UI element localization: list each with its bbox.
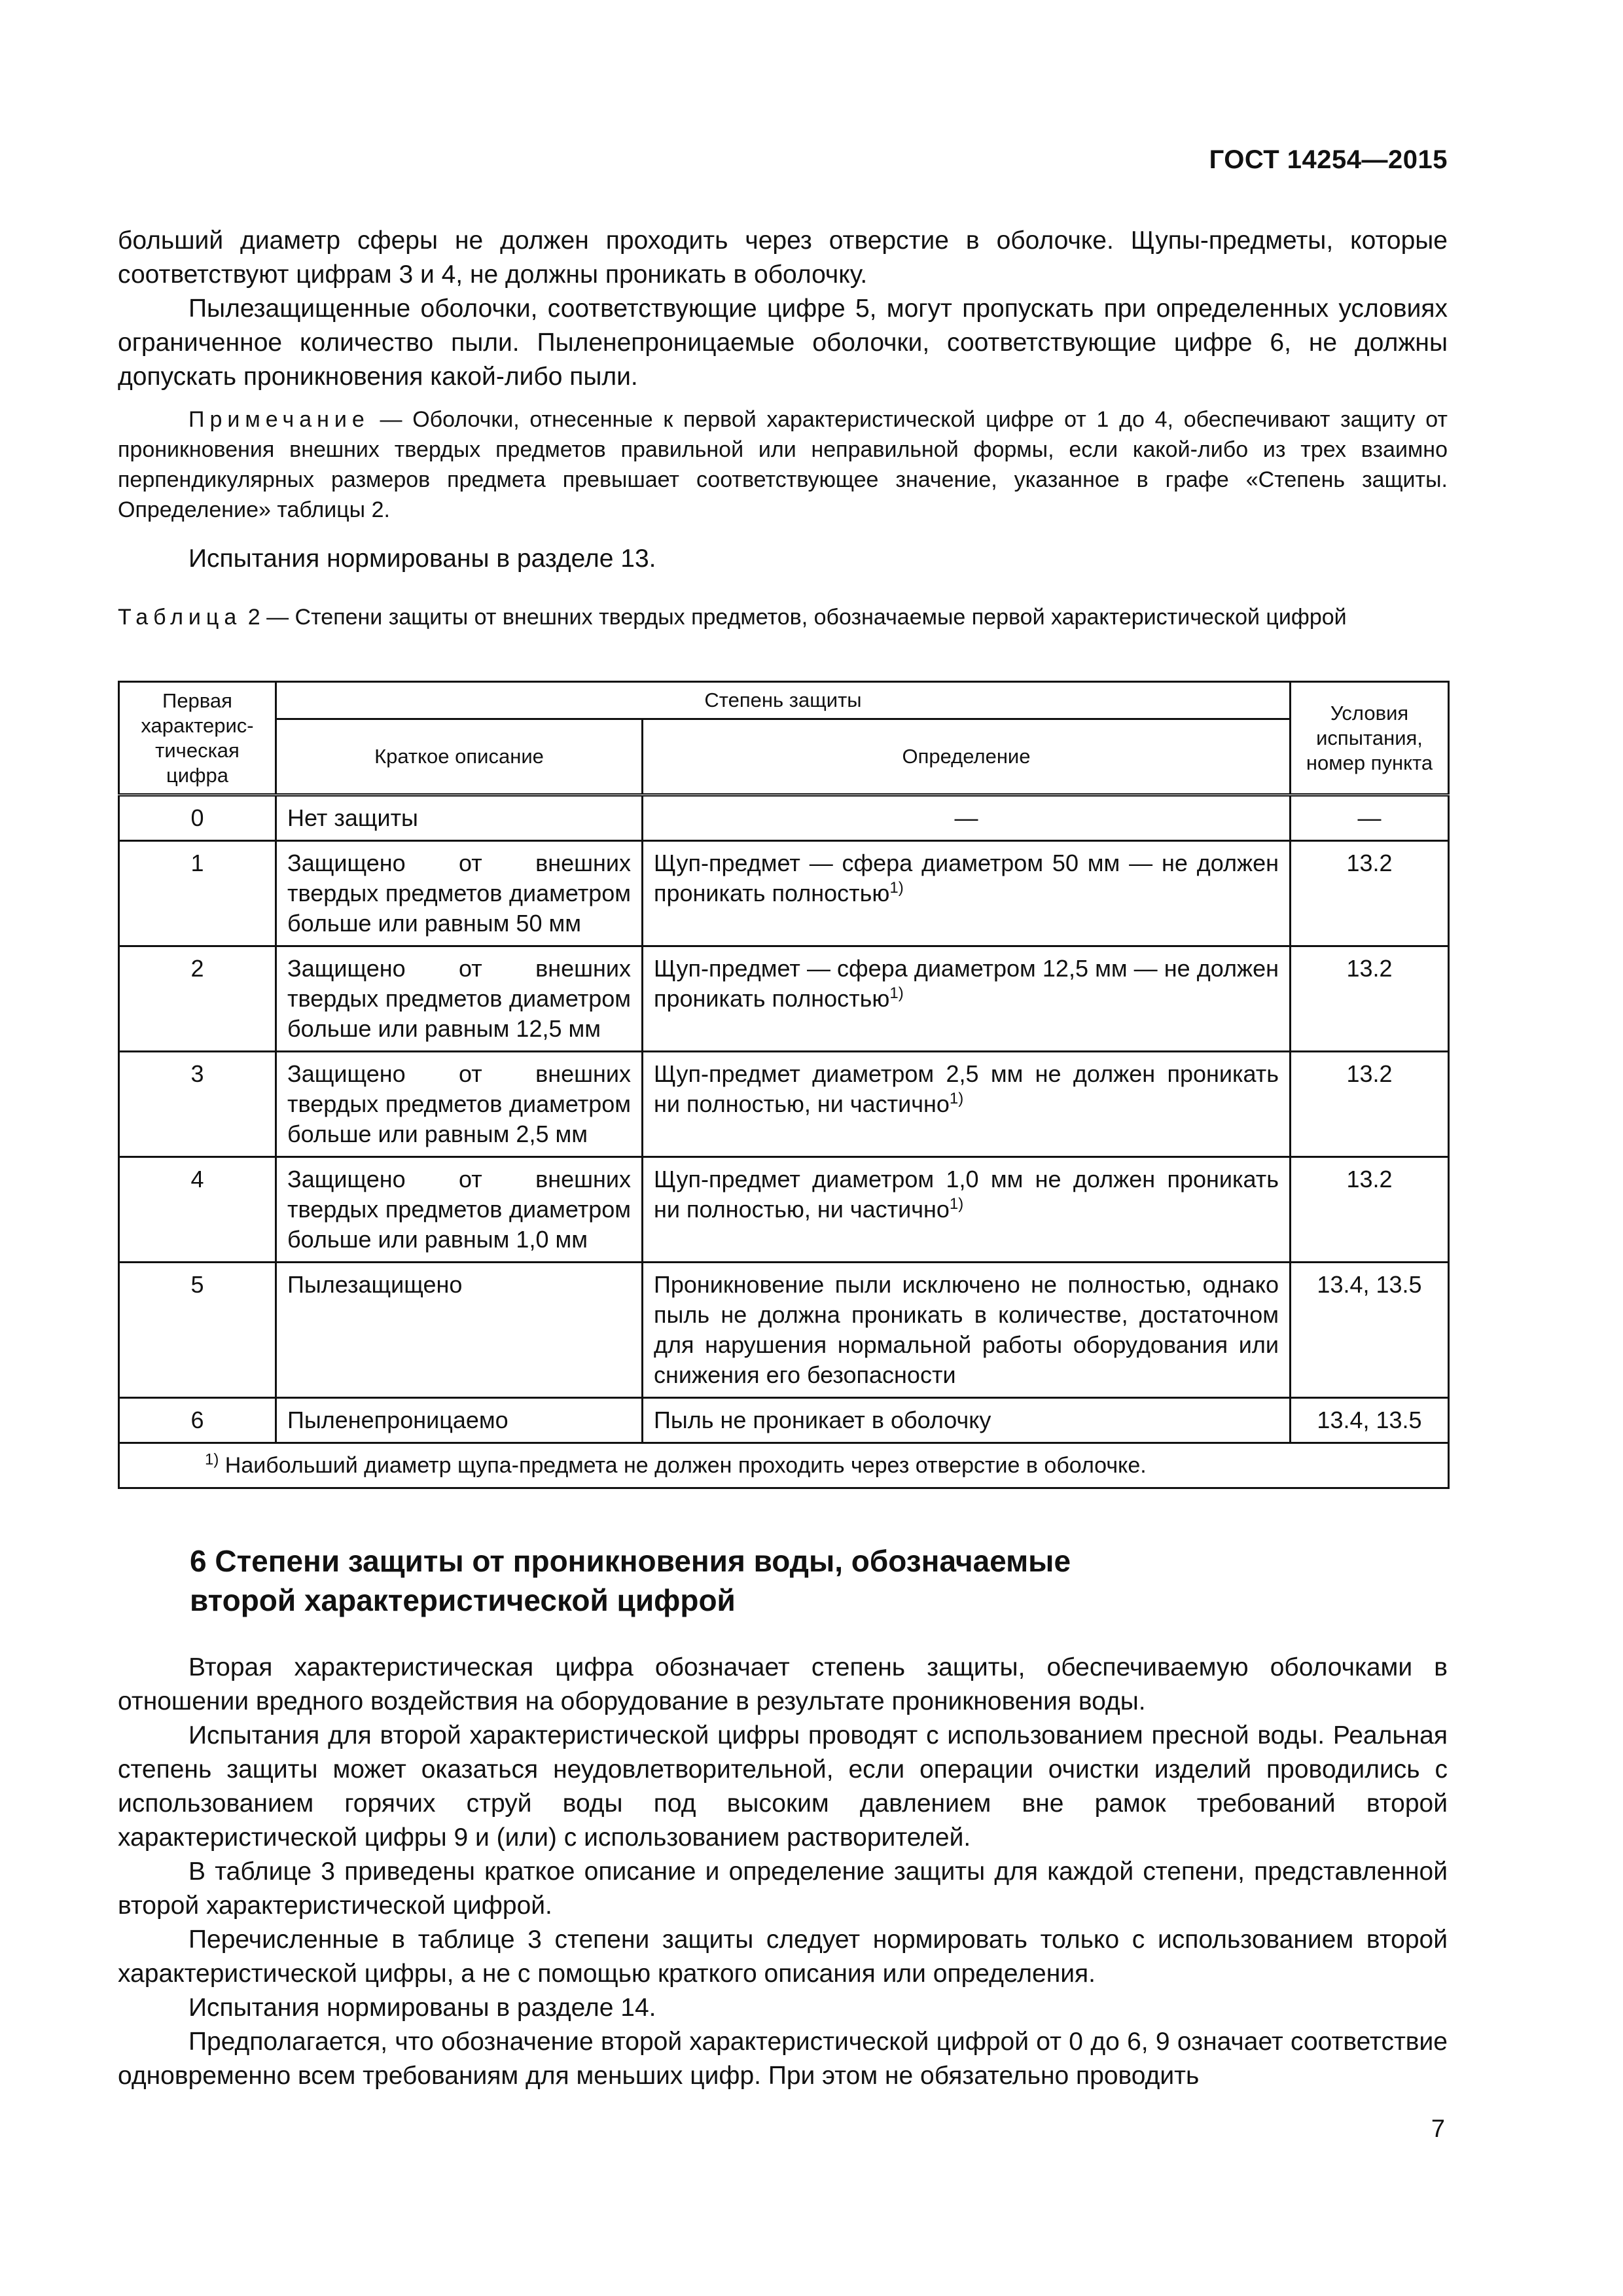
paragraph: Предполагается, что обозначение второй характеристической цифрой от 0 до 6, 9 означает соответствие одновременно всем требованиям для меньших цифр. При этом не обязательно проводить [118, 2028, 1448, 2090]
cell-definition: Проникновение пыли исключено не полностью, однако пыль не должна проникать в количестве, достаточном для нарушения нормальной работы оборудования или снижения его безопасности [643, 1263, 1291, 1398]
table-row [119, 946, 1449, 1052]
table-footnote-row [119, 1443, 1449, 1488]
cell-test: — [1291, 795, 1449, 841]
document-id-header: ГОСТ 14254—2015 [1209, 145, 1448, 174]
table-row [119, 795, 1449, 841]
footnote-ref: 1) [889, 984, 904, 1002]
table-row [119, 1398, 1449, 1443]
cell-digit: 1 [119, 841, 276, 946]
col-header-short: Краткое описание [276, 719, 643, 795]
protection-degrees-table [118, 681, 1450, 1489]
col-header-test: Условия испытания, номер пункта [1291, 682, 1449, 795]
intro-text [118, 224, 1448, 394]
cell-definition: Щуп-предмет диаметром 2,5 мм не должен проникать ни полностью, ни частично$^{1)}$ [643, 1052, 1291, 1157]
cell-digit: 0 [119, 795, 276, 841]
col-header-digit: Первая характерис-тическая цифра [119, 682, 276, 795]
note-label: Примечание [188, 407, 370, 432]
cell-digit: 5 [119, 1263, 276, 1398]
cell-definition: Пыль не проникает в оболочку [643, 1398, 1291, 1443]
table-row [119, 1263, 1449, 1398]
table-row [119, 1157, 1449, 1263]
cell-definition: — [643, 795, 1291, 841]
cell-definition: Щуп-предмет — сфера диаметром 12,5 мм — не должен проникать полностью$^{1)}$ [643, 946, 1291, 1052]
cell-test: 13.4, 13.5 [1291, 1398, 1449, 1443]
paragraph: Перечисленные в таблице 3 степени защиты следует нормировать только с использованием второй характеристической цифры, а не с помощью краткого описания или определения. [118, 1926, 1448, 1988]
cell-digit: 2 [119, 946, 276, 1052]
paragraph: Испытания нормированы в разделе 13. [188, 545, 656, 573]
cell-digit: 4 [119, 1157, 276, 1263]
table-caption-text: 2 — Степени защиты от внешних твердых предметов, обозначаемые первой характеристической цифрой [241, 605, 1347, 630]
cell-short: Пыленепроницаемо [276, 1398, 643, 1443]
paragraph: Вторая характеристическая цифра обозначает степень защиты, обеспечиваемую оболочками в отношении вредного воздействия на оборудование в результате проникновения воды. [118, 1653, 1448, 1715]
paragraph: Пылезащищенные оболочки, соответствующие цифре 5, могут пропускать при определенных условиях ограниченное количество пыли. Пыленепроницаемые оболочки, соответствующие цифре 6, не должны допускать проникновения какой-либо пыли. [118, 295, 1448, 391]
section-body [118, 1651, 1448, 2093]
cell-short: Пылезащищено [276, 1263, 643, 1398]
paragraph: больший диаметр сферы не должен проходить через отверстие в оболочке. Щупы-предметы, которые соответствуют цифрам 3 и 4, не должны проникать в оболочку. [118, 226, 1448, 289]
table-row [119, 1052, 1449, 1157]
cell-short: Защищено от внешних твердых предметов диаметром больше или равным 1,0 мм [276, 1157, 643, 1263]
cell-short: Нет защиты [276, 795, 643, 841]
table-caption-label: Таблица [118, 605, 242, 630]
table-footnote: $^{1)}$ Наибольший диаметр щупа-предмета не должен проходить через отверстие в оболочке. [119, 1443, 1449, 1488]
paragraph: Испытания нормированы в разделе 14. [188, 1994, 656, 2022]
cell-short: Защищено от внешних твердых предметов диаметром больше или равным 12,5 мм [276, 946, 643, 1052]
col-header-group: Степень защиты [276, 682, 1291, 719]
section-heading: 6 Степени защиты от проникновения воды, обозначаемые второй характеристической цифрой [190, 1544, 1071, 1617]
paragraph: В таблице 3 приведены краткое описание и определение защиты для каждой степени, представленной второй характеристической цифрой. [118, 1857, 1448, 1920]
cell-test: 13.2 [1291, 841, 1449, 946]
note [118, 404, 1448, 525]
footnote-ref: 1) [889, 879, 904, 897]
cell-test: 13.2 [1291, 1052, 1449, 1157]
footnote-ref: 1) [949, 1090, 964, 1107]
page-number: 7 [1431, 2115, 1445, 2143]
cell-definition: Щуп-предмет диаметром 1,0 мм не должен проникать ни полностью, ни частично$^{1)}$ [643, 1157, 1291, 1263]
cell-test: 13.4, 13.5 [1291, 1263, 1449, 1398]
col-header-definition: Определение [643, 719, 1291, 795]
cell-definition: Щуп-предмет — сфера диаметром 50 мм — не должен проникать полностью$^{1)}$ [643, 841, 1291, 946]
cell-digit: 3 [119, 1052, 276, 1157]
footnote-ref: 1) [949, 1195, 964, 1213]
cell-digit: 6 [119, 1398, 276, 1443]
cell-short: Защищено от внешних твердых предметов диаметром больше или равным 2,5 мм [276, 1052, 643, 1157]
note-text: — Оболочки, отнесенные к первой характеристической цифре от 1 до 4, обеспечивают защиту от проникновения внешних твердых предметов правильной или неправильной формы, если какой-либо из трех взаимно перпендикулярных размеров предмета превышает соответствующее значение, указанное в графе «Степень защиты. Определение» таблицы 2. [118, 407, 1448, 522]
cell-test: 13.2 [1291, 946, 1449, 1052]
paragraph: Испытания для второй характеристической цифры проводят с использованием пресной воды. Реальная степень защиты может оказаться неудовлетворительной, если операции очистки изделий проводились с использованием горячих струй воды под высоким давлением вне рамок требований второй характеристической цифры 9 и (или) с использованием растворителей. [118, 1721, 1448, 1852]
cell-test: 13.2 [1291, 1157, 1449, 1263]
table-row [119, 841, 1449, 946]
cell-short: Защищено от внешних твердых предметов диаметром больше или равным 50 мм [276, 841, 643, 946]
table-caption [118, 602, 1448, 632]
